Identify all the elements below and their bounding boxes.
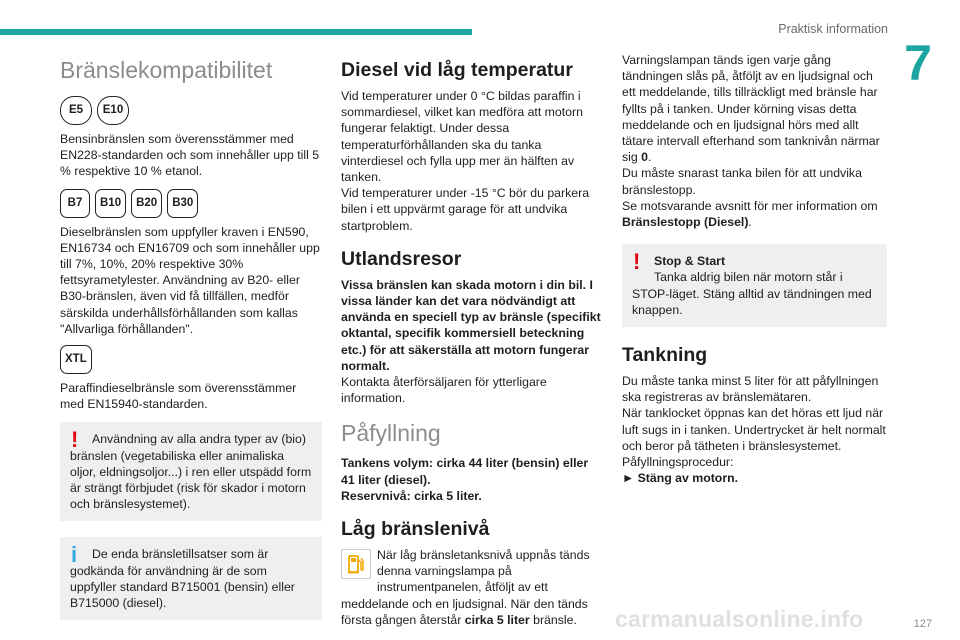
- column-3: [622, 52, 887, 486]
- warning-text: Användning av alla andra typer av (bio) bränslen (vegetabiliska eller animaliska oljor, eldningsoljor...) i ren eller utspädd form är strängt förbjudet (risk för skador i motorn och bränslesystemet).: [70, 432, 312, 512]
- column-1: [60, 52, 322, 620]
- section-title-diesel-low-temp: Diesel vid låg temperatur: [341, 59, 573, 81]
- section-title-abroad: Utlandsresor: [341, 247, 462, 270]
- chapter-number: 7: [904, 35, 932, 91]
- section-title-low-fuel: Låg bränslenivå: [341, 518, 490, 541]
- petrol-badges: [60, 96, 322, 125]
- diesel-badges: [60, 189, 322, 218]
- stop-start-text: Tanka aldrig bilen när motorn står i STOP-läget. Stäng alltid av tändningen med knappen.: [632, 270, 872, 317]
- b30-badge-icon: B30: [167, 189, 198, 218]
- header-title: Praktisk information: [778, 22, 888, 36]
- section-title-refuelling: Tankning: [622, 344, 708, 367]
- b20-badge-icon: B20: [131, 189, 162, 218]
- reserve-level: Reservnivå: cirka 5 liter.: [341, 488, 482, 503]
- refuelling-step-1: ► Stäng av motorn.: [622, 471, 739, 486]
- refuel-soon-text: Du måste snarast tanka bilen för att undvika bränslestopp.: [622, 166, 862, 197]
- e10-badge-icon: E10: [97, 96, 129, 125]
- low-fuel-text: När låg bränsletanksnivå uppnås tänds denna varningslampa på instrumentpanelen, åtföljt av ett meddelande och en ljudsignal. När den tänds första gången återstår cirka 5 liter bränsle.: [341, 548, 590, 627]
- section-title-refill: Påfyllning: [341, 420, 441, 447]
- xtl-badges: [60, 345, 322, 374]
- stop-start-note: [622, 244, 887, 327]
- section-title-compatibility: Bränslekompatibilitet: [60, 57, 273, 83]
- xtl-badge-icon: XTL: [60, 345, 92, 374]
- stop-start-title: Stop & Start: [654, 254, 726, 269]
- watermark: carmanualsonline.info: [615, 606, 864, 632]
- info-text: De enda bränsletillsatser som är godkända för användning är de som uppfyller standard B715001 (bensin) eller B715000 (diesel).: [70, 547, 295, 611]
- fuel-pump-warning-icon: [341, 549, 371, 579]
- xtl-description: Paraffindieselbränsle som överensstämmer med EN15940-standarden.: [60, 381, 297, 412]
- arrow-right-icon: ►: [622, 471, 635, 486]
- abroad-contact-text: Kontakta återförsäljaren för ytterligare information.: [341, 375, 547, 406]
- diesel-low-temp-text-2: Vid temperaturer under -15 °C bör du parkera bilen i ett uppvärmt garage för att undvika startproblem.: [341, 186, 590, 233]
- warning-lamp-text: Varningslampan tänds igen varje gång tändningen slås på, åtföljt av en ljudsignal och ett meddelande, tills tillräckligt med bränsle har fyllts på i tanken. Under körning visas detta meddelande och en ljudsignal hörs med allt tätare intervall efterhand som tanknivån närmar sig 0.: [622, 53, 880, 165]
- refuelling-text-1: Du måste tanka minst 5 liter för att påfyllningen ska registreras av bränslemätaren.: [622, 374, 879, 405]
- info-icon: i: [71, 542, 78, 568]
- page-number: 127: [913, 618, 932, 630]
- column-2: [341, 52, 603, 628]
- b7-badge-icon: B7: [60, 189, 90, 218]
- refuelling-procedure-label: Påfyllningsprocedur:: [622, 455, 734, 470]
- info-note: [60, 537, 322, 620]
- abroad-warning-text: Vissa bränslen kan skada motorn i din bil. I vissa länder kan det vara nödvändigt att använda en speciell typ av bränsle (specifikt oktantal, specifik kommersiell beteckning etc.) för att säkerställa att motorn fungerar normalt.: [341, 277, 601, 373]
- warning-exclamation-icon: !: [71, 427, 79, 453]
- refuelling-text-2: När tanklocket öppnas kan det höras ett ljud när luft sugs in i tanken. Undertrycket är helt normalt och beror på tätheten i bränslesystemet.: [622, 406, 886, 453]
- e5-badge-icon: E5: [60, 96, 92, 125]
- warning-exclamation-icon: !: [633, 249, 641, 275]
- b10-badge-icon: B10: [95, 189, 126, 218]
- see-section-text: Se motsvarande avsnitt för mer information om Bränslestopp (Diesel).: [622, 198, 878, 230]
- diesel-description: Dieselbränslen som uppfyller kraven i EN590, EN16734 och EN16709 och som innehåller upp till 7%, 10%, 20% respektive 30% fettsyrametylester. Användning av B20- eller B30-bränslen, även vid få tillfällen, medför särskilda underhållsförhållanden som kallas "Allvarliga förhållanden".: [60, 224, 320, 336]
- petrol-description: Bensinbränslen som överensstämmer med EN228-standarden och som innehåller upp till 5 % respektive 10 % etanol.: [60, 132, 320, 179]
- tank-volume: Tankens volym: cirka 44 liter (bensin) eller 41 liter (diesel).: [341, 456, 589, 487]
- warning-note: [60, 422, 322, 521]
- diesel-low-temp-text-1: Vid temperaturer under 0 °C bildas paraffin i sommardiesel, vilket kan medföra att motorn fungerar felaktigt. Under dessa temperaturförhållanden ska du tanka vinterdiesel och fylla upp mer än hälften av tanken.: [341, 89, 583, 185]
- chapter-bar: [0, 29, 472, 35]
